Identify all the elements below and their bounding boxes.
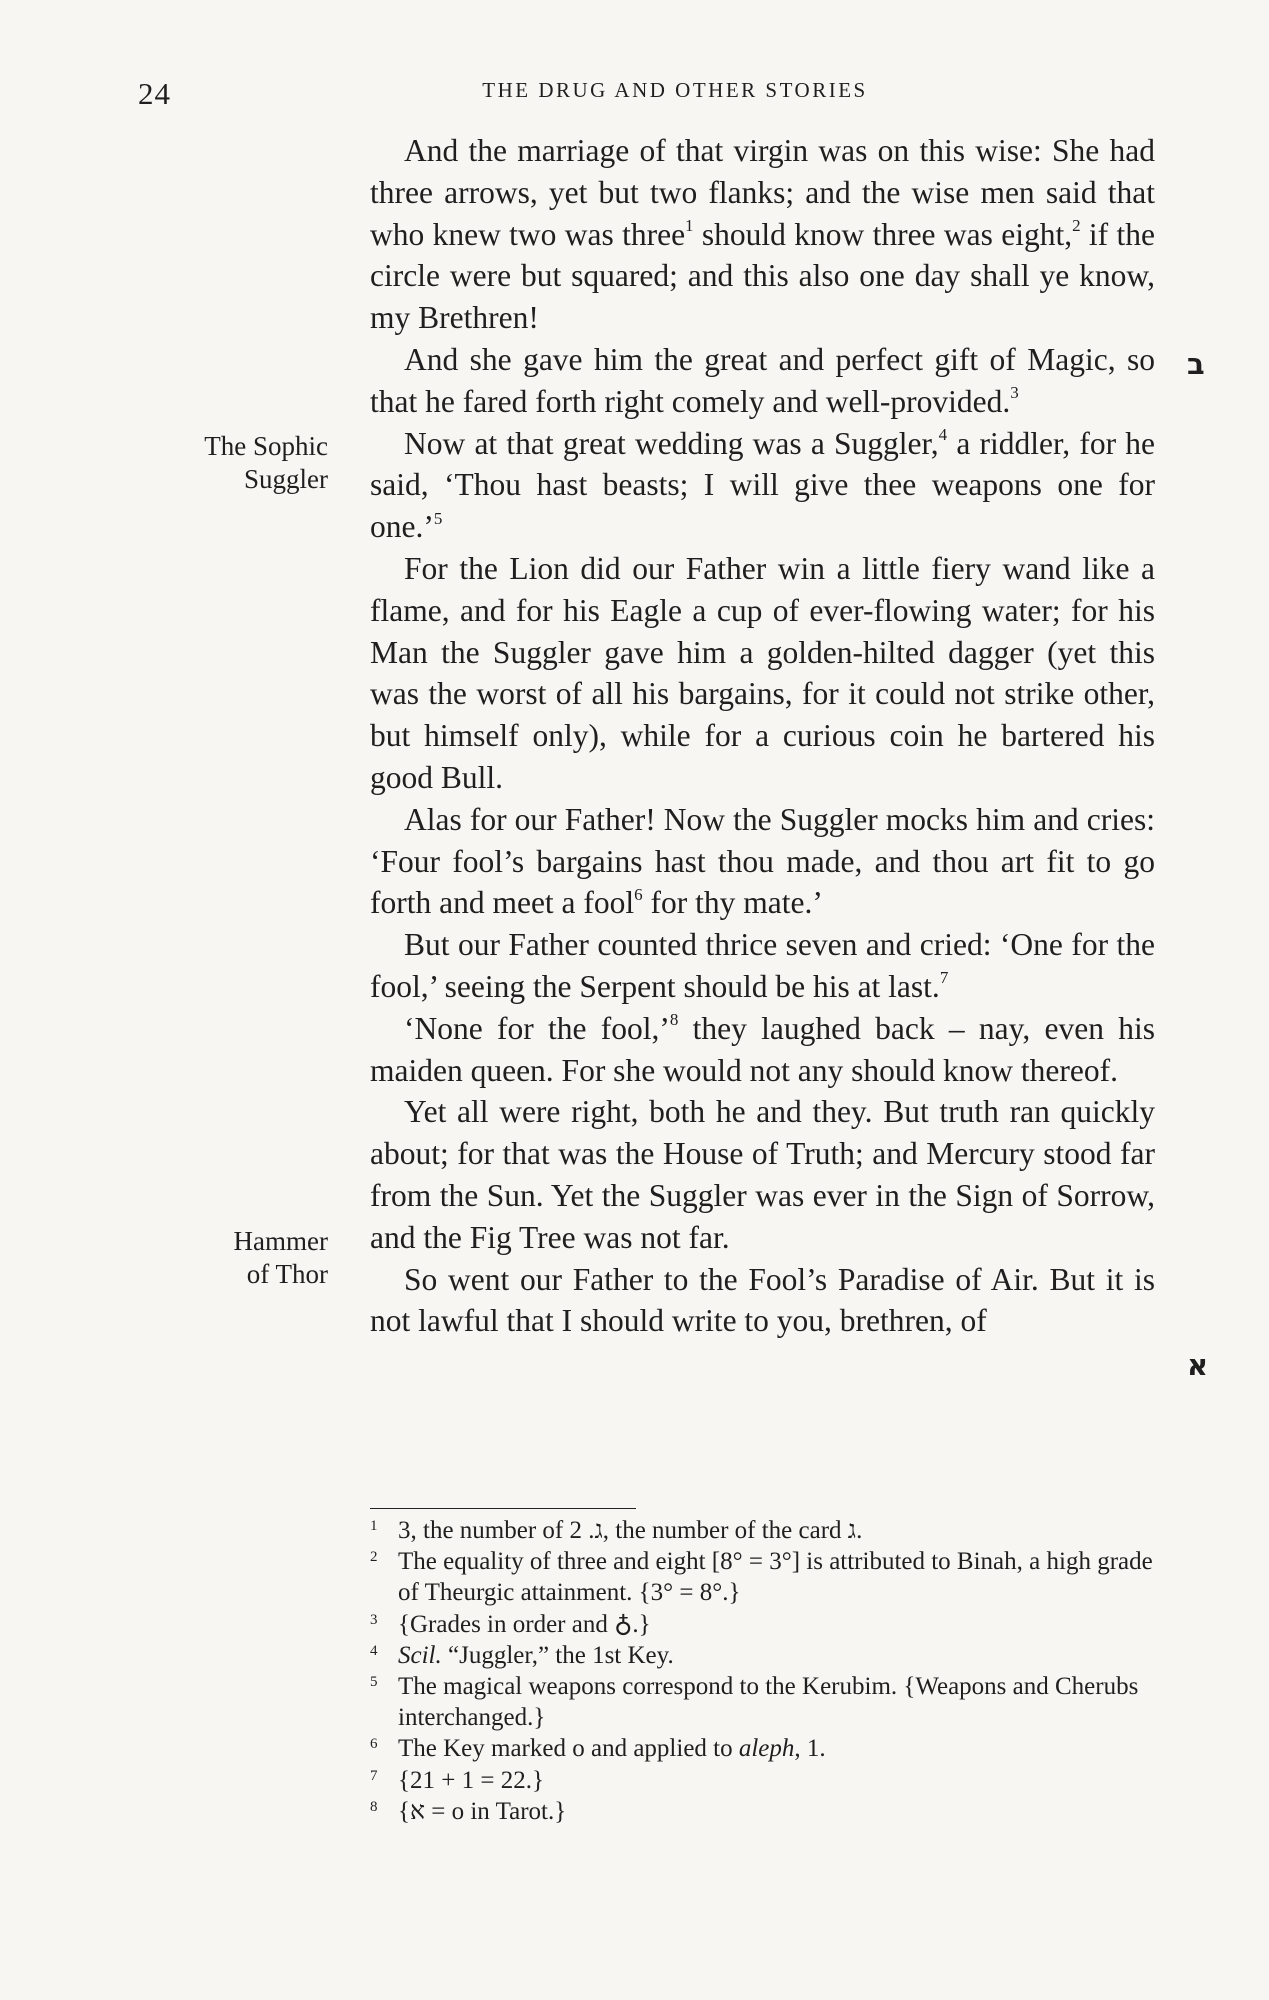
footnote-ref: 6 <box>634 884 643 904</box>
footnote-text: 3, the number of ג. 2, the number of the card ג. <box>398 1517 863 1544</box>
footnote-item <box>370 1671 1160 1733</box>
footnote-item <box>370 1765 1160 1796</box>
footnote-ref: 1 <box>685 216 694 236</box>
footnote-number: 8 <box>370 1798 378 1815</box>
body-paragraph: And she gave him the great and perfect gift of Magic, so that he fared forth right comely and well-provided.$^3$ <box>370 341 1155 419</box>
hebrew-beth-mark: ב <box>1187 347 1205 381</box>
running-head: THE DRUG AND OTHER STORIES <box>482 78 868 102</box>
footnote-text: Scil. “Juggler,” the 1st Key. <box>398 1641 674 1669</box>
margin-note-line: Hammer <box>233 1226 328 1256</box>
body-paragraph: ‘None for the fool,’$^8$ they laughed back – nay, even his maiden queen. For she would not any should know thereof. <box>370 1010 1155 1088</box>
footnote-ref: 5 <box>433 508 443 528</box>
footnote-item <box>370 1546 1160 1608</box>
footnote-number: 1 <box>370 1518 378 1534</box>
footnote-ref: 3 <box>1010 383 1019 403</box>
body-paragraph: But our Father counted thrice seven and cried: ‘One for the fool,’ seeing the Serpent should be his at last.$^7$ <box>370 927 1155 1004</box>
footnote-rule <box>370 1508 636 1509</box>
footnote-item <box>370 1733 1160 1764</box>
footnote-number: 6 <box>370 1736 378 1753</box>
footnote-text: {21 + 1 = 22.} <box>398 1766 544 1794</box>
footnote-ref: 2 <box>1072 216 1081 236</box>
footnote-ref: 4 <box>938 425 948 445</box>
footnote-number: 7 <box>370 1767 378 1784</box>
footnote-text: The Key marked o and applied to aleph, 1. <box>398 1735 826 1763</box>
body-paragraph: So went our Father to the Fool’s Paradise of Air. But it is not lawful that I should write to you, brethren, of <box>370 1261 1155 1339</box>
footnote-item <box>370 1796 1160 1827</box>
hebrew-aleph-mark: א <box>1187 1348 1209 1382</box>
margin-note-line: The Sophic <box>204 431 328 461</box>
margin-note-line: Suggler <box>244 464 328 494</box>
footnote-number: 3 <box>370 1611 378 1628</box>
body-paragraph: Yet all were right, both he and they. But truth ran quickly about; for that was the House of Truth; and Mercury stood far from the Sun. Yet the Suggler was ever in the Sign of Sorrow, and the Fig Tree was not far. <box>370 1094 1155 1255</box>
body-text <box>370 130 1155 1342</box>
footnote-number: 4 <box>370 1642 378 1659</box>
footnote-number: 5 <box>370 1674 378 1691</box>
body-paragraph: Now at that great wedding was a Suggler,$^4$ a riddler, for he said, ‘Thou hast beasts; I will give thee weapons one for one.’$^5$ <box>370 425 1155 545</box>
margin-note-sophic-suggler <box>168 430 328 496</box>
body-paragraph: And the marriage of that virgin was on this wise: She had three arrows, yet but two flanks; and the wise men said that who knew two was three$^1$ should know three was eight,$^2$ if the circle were but squared; and this also one day shall ye know, my Brethren! <box>370 133 1155 336</box>
margin-note-hammer-of-thor <box>168 1225 328 1291</box>
footnote-item <box>370 1515 1160 1546</box>
footnote-item <box>370 1640 1160 1671</box>
footnote-ref: 7 <box>939 968 949 988</box>
footnote-item <box>370 1609 1160 1640</box>
footnote-ref: 8 <box>669 1010 679 1030</box>
footnote-text: The magical weapons correspond to the Kerubim. {Weapons and Cherubs interchanged.} <box>398 1673 1139 1732</box>
body-paragraph: Alas for our Father! Now the Suggler mocks him and cries: ‘Four fool’s bargains hast thou made, and thou art fit to go forth and meet a fool$^6$ for thy mate.’ <box>370 801 1155 921</box>
margin-note-line: of Thor <box>246 1259 328 1289</box>
footnote-number: 2 <box>370 1549 378 1566</box>
page-number: 24 <box>138 76 171 111</box>
footnotes <box>370 1515 1160 1827</box>
footnote-text: {Grades in order and ♁.} <box>398 1610 651 1638</box>
footnote-text: The equality of three and eight [8° = 3°] is attributed to Binah, a high grade of Theurgic attainment. {3° = 8°.} <box>398 1548 1153 1607</box>
footnote-text: {א = o in Tarot.} <box>398 1797 567 1825</box>
body-paragraph: For the Lion did our Father win a little fiery wand like a flame, and for his Eagle a cup of ever-flowing water; for his Man the Suggler gave him a golden-hilted dagger (yet this was the worst of all his bargains, for it could not strike other, but himself only), while for a curious coin he bartered his good Bull. <box>370 550 1155 795</box>
